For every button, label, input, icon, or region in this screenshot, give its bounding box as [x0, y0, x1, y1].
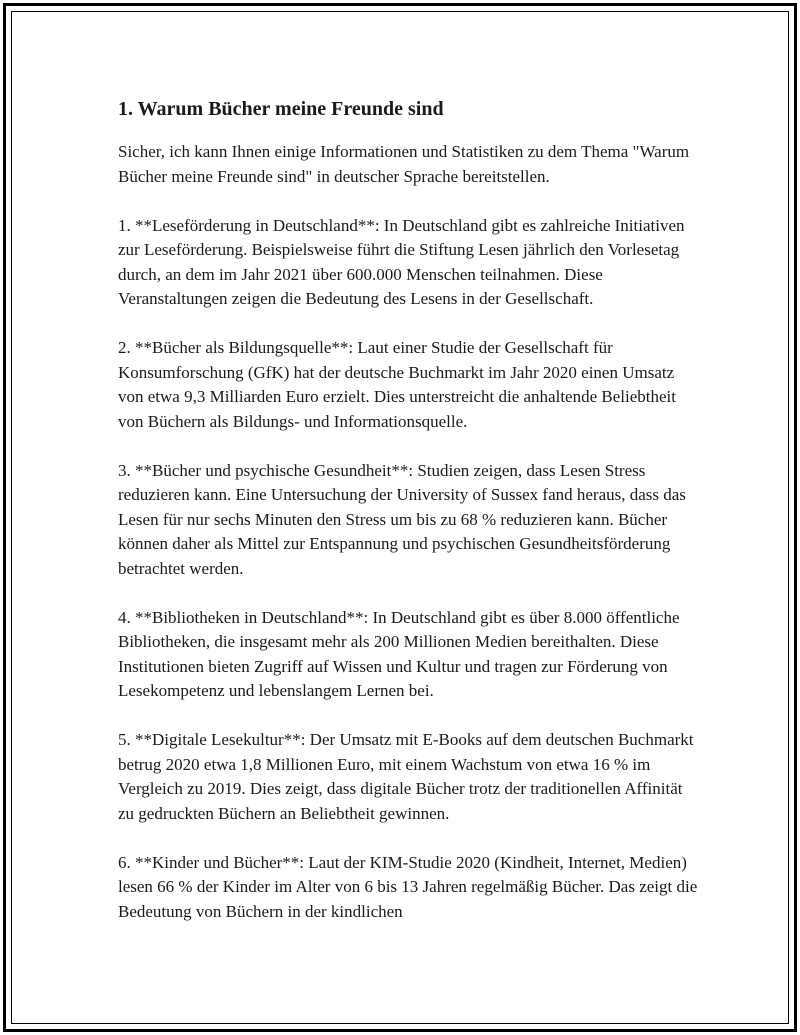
document-title: 1. Warum Bücher meine Freunde sind — [118, 98, 444, 120]
document-content — [118, 96, 698, 949]
paragraph-leseforderung: 1. **Leseförderung in Deutschland**: In Deutschland gibt es zahlreiche Initiativen zur Leseförderung. Beispielsweise führt die Stiftung Lesen jährlich den Vorlesetag durch, an dem im Jahr 2021 über 600.000 Menschen teilnahmen. Diese Veranstaltungen zeigen die Bedeutung des Lesens in der Gesellschaft. — [118, 215, 685, 308]
paragraph-bibliotheken: 4. **Bibliotheken in Deutschland**: In Deutschland gibt es über 8.000 öffentliche Bibliotheken, die insgesamt mehr als 200 Millionen Medien bereithalten. Diese Institutionen bieten Zugriff auf Wissen und Kultur und tragen zur Förderung von Lesekompetenz und lebenslangem Lernen bei. — [118, 607, 680, 700]
document-page — [3, 3, 797, 1032]
intro-paragraph: Sicher, ich kann Ihnen einige Informationen und Statistiken zu dem Thema "Warum Bücher meine Freunde sind" in deutscher Sprache bereitstellen. — [118, 142, 690, 186]
paragraph-psychische-gesundheit: 3. **Bücher und psychische Gesundheit**: Studien zeigen, dass Lesen Stress reduzieren kann. Eine Untersuchung der University of Sussex fand heraus, dass das Lesen für nur sechs Minuten den Stress um bis zu 68 % reduzieren kann. Bücher können daher als Mittel zur Entspannung und psychischen Gesundheitsförderung betrachtet werden. — [118, 460, 686, 578]
paragraph-kinder-und-buecher: 6. **Kinder und Bücher**: Laut der KIM-Studie 2020 (Kindheit, Internet, Medien) lesen 66 % der Kinder im Alter von 6 bis 13 Jahren regelmäßig Bücher. Das zeigt die Bedeutung von Büchern in der kindlichen — [118, 852, 698, 921]
paragraph-bildungsquelle: 2. **Bücher als Bildungsquelle**: Laut einer Studie der Gesellschaft für Konsumforschung (GfK) hat der deutsche Buchmarkt im Jahr 2020 einen Umsatz von etwa 9,3 Milliarden Euro erzielt. Dies unterstreicht die anhaltende Beliebtheit von Büchern als Bildungs- und Informationsquelle. — [118, 338, 676, 431]
paragraph-digitale-lesekultur: 5. **Digitale Lesekultur**: Der Umsatz mit E-Books auf dem deutschen Buchmarkt betrug 2020 etwa 1,8 Millionen Euro, mit einem Wachstum von etwa 16 % im Vergleich zu 2019. Dies zeigt, dass digitale Bücher trotz der traditionellen Affinität zu gedruckten Büchern an Beliebtheit gewinnen. — [118, 730, 694, 823]
